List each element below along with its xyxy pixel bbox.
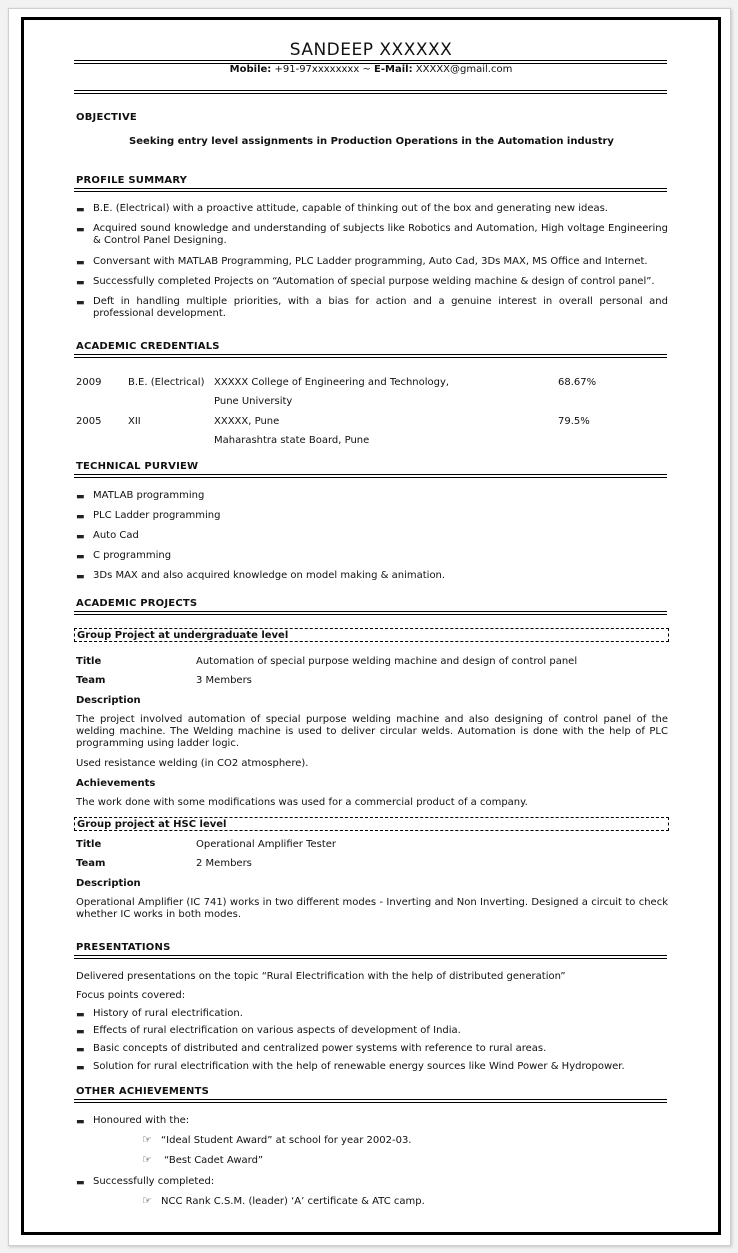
presentation-intro: Delivered presentations on the topic “Rural Electrification with the help of distributed generation”: [76, 971, 566, 982]
square-bullet-icon: ▬: [76, 278, 85, 288]
pointing-hand-icon: ☞: [142, 1194, 152, 1207]
square-bullet-icon: ▬: [76, 225, 85, 235]
award-item: “Best Cadet Award”: [164, 1155, 264, 1166]
resume-page: [8, 8, 731, 1246]
divider: [74, 188, 667, 192]
project-description-label: Description: [76, 695, 141, 706]
credential-score: 68.67%: [558, 377, 597, 388]
list-item: ▬ Conversant with MATLAB Programming, PLC Ladder programming, Auto Cad, 3Ds MAX, MS Office and Internet.: [76, 256, 648, 268]
page-border: [21, 17, 721, 1235]
list-item: ▬ B.E. (Electrical) with a proactive attitude, capable of thinking out of the box and generating new ideas.: [76, 203, 608, 215]
square-bullet-icon: ▬: [76, 298, 85, 308]
credential-degree: XII: [128, 416, 141, 427]
credential-board: Maharashtra state Board, Pune: [214, 435, 370, 446]
project-description: The project involved automation of special purpose welding machine and also designing of control panel of the welding machine. The Welding machine is used to deliver circular welds. Automation is done with the help of PLC programming using ladder logic.: [76, 714, 668, 749]
project-group-header: Group project at HSC level: [74, 817, 669, 831]
list-item: ▬ Acquired sound knowledge and understanding of subjects like Robotics and Automation, High voltage Engineering & Control Panel Designing.: [76, 223, 668, 246]
credential-institute: XXXXX, Pune: [214, 416, 280, 427]
list-item: ▬ Honoured with the:: [76, 1115, 190, 1127]
list-item: ▬ Deft in handling multiple priorities, with a bias for action and a genuine interest in overall personal and professional development.: [76, 296, 668, 319]
project-achievements: The work done with some modifications was used for a commercial product of a company.: [76, 797, 528, 808]
list-item: ▬ Solution for rural electrification with the help of renewable energy sources like Wind Power & Hydropower.: [76, 1061, 625, 1073]
section-heading-presentations: PRESENTATIONS: [76, 942, 171, 953]
divider: [74, 611, 667, 615]
objective-text: Seeking entry level assignments in Production Operations in the Automation industry: [129, 136, 614, 147]
project-description: Operational Amplifier (IC 741) works in two different modes - Inverting and Non Inverting. Designed a circuit to check whether IC works in both modes.: [76, 897, 668, 920]
contact-line: [24, 64, 718, 75]
list-item: ▬ Successfully completed:: [76, 1176, 215, 1188]
project-group-header: Group Project at undergraduate level: [74, 628, 669, 642]
project-team-value: 3 Members: [196, 675, 252, 686]
section-heading-objective: OBJECTIVE: [76, 112, 137, 123]
credential-board: Pune University: [214, 396, 293, 407]
focus-points-label: Focus points covered:: [76, 990, 186, 1001]
mobile-label: Mobile:: [229, 64, 272, 75]
list-item: ▬ C programming: [76, 550, 172, 562]
credential-degree: B.E. (Electrical): [128, 377, 205, 388]
section-heading-academic-projects: ACADEMIC PROJECTS: [76, 598, 198, 609]
project-description-note: Used resistance welding (in CO2 atmosphere).: [76, 758, 309, 769]
square-bullet-icon: ▬: [76, 572, 85, 582]
divider: [74, 1099, 667, 1103]
square-bullet-icon: ▬: [76, 1117, 85, 1127]
square-bullet-icon: ▬: [76, 1027, 85, 1037]
square-bullet-icon: ▬: [76, 1045, 85, 1055]
credential-score: 79.5%: [558, 416, 590, 427]
list-item: ▬ Successfully completed Projects on “Automation of special purpose welding machine & design of control panel”.: [76, 276, 655, 288]
divider: [74, 90, 667, 94]
credential-institute: XXXXX College of Engineering and Technology,: [214, 377, 450, 388]
email-value: XXXXX@gmail.com: [415, 64, 513, 75]
project-team-label: Team: [76, 858, 106, 869]
email-label: E-Mail:: [374, 64, 413, 75]
square-bullet-icon: ▬: [76, 492, 85, 502]
pointing-hand-icon: ☞: [142, 1153, 152, 1166]
section-heading-technical-purview: TECHNICAL PURVIEW: [76, 461, 199, 472]
square-bullet-icon: ▬: [76, 532, 85, 542]
divider: [74, 955, 667, 959]
list-item: ▬ Basic concepts of distributed and centralized power systems with reference to rural areas.: [76, 1043, 547, 1055]
project-title-value: Operational Amplifier Tester: [196, 839, 337, 850]
credential-year: 2009: [76, 377, 102, 388]
square-bullet-icon: ▬: [76, 1063, 85, 1073]
project-title-label: Title: [76, 656, 102, 667]
section-heading-profile-summary: PROFILE SUMMARY: [76, 175, 188, 186]
section-heading-other-achievements: OTHER ACHIEVEMENTS: [76, 1086, 210, 1097]
credential-year: 2005: [76, 416, 102, 427]
list-item: ▬ History of rural electrification.: [76, 1008, 243, 1020]
list-item: ▬ Effects of rural electrification on various aspects of development of India.: [76, 1025, 461, 1037]
section-heading-academic-credentials: ACADEMIC CREDENTIALS: [76, 341, 220, 352]
contact-separator: ~: [362, 64, 371, 75]
candidate-name: SANDEEP XXXXXX: [289, 40, 453, 60]
project-achievements-label: Achievements: [76, 778, 156, 789]
square-bullet-icon: ▬: [76, 1010, 85, 1020]
project-team-value: 2 Members: [196, 858, 252, 869]
project-description-label: Description: [76, 878, 141, 889]
pointing-hand-icon: ☞: [142, 1133, 152, 1146]
square-bullet-icon: ▬: [76, 258, 85, 268]
award-item: “Ideal Student Award” at school for year 2002-03.: [161, 1135, 412, 1146]
completed-item: NCC Rank C.S.M. (leader) ‘A’ certificate & ATC camp.: [161, 1196, 425, 1207]
project-title-value: Automation of special purpose welding machine and design of control panel: [196, 656, 578, 667]
list-item: ▬ MATLAB programming: [76, 490, 205, 502]
mobile-value: +91-97xxxxxxxx: [274, 64, 360, 75]
divider: [74, 474, 667, 478]
list-item: ▬ Auto Cad: [76, 530, 139, 542]
square-bullet-icon: ▬: [76, 205, 85, 215]
list-item: ▬ PLC Ladder programming: [76, 510, 221, 522]
list-item: ▬ 3Ds MAX and also acquired knowledge on model making & animation.: [76, 570, 446, 582]
square-bullet-icon: ▬: [76, 512, 85, 522]
divider: [74, 354, 667, 358]
square-bullet-icon: ▬: [76, 552, 85, 562]
project-team-label: Team: [76, 675, 106, 686]
square-bullet-icon: ▬: [76, 1178, 85, 1188]
project-title-label: Title: [76, 839, 102, 850]
